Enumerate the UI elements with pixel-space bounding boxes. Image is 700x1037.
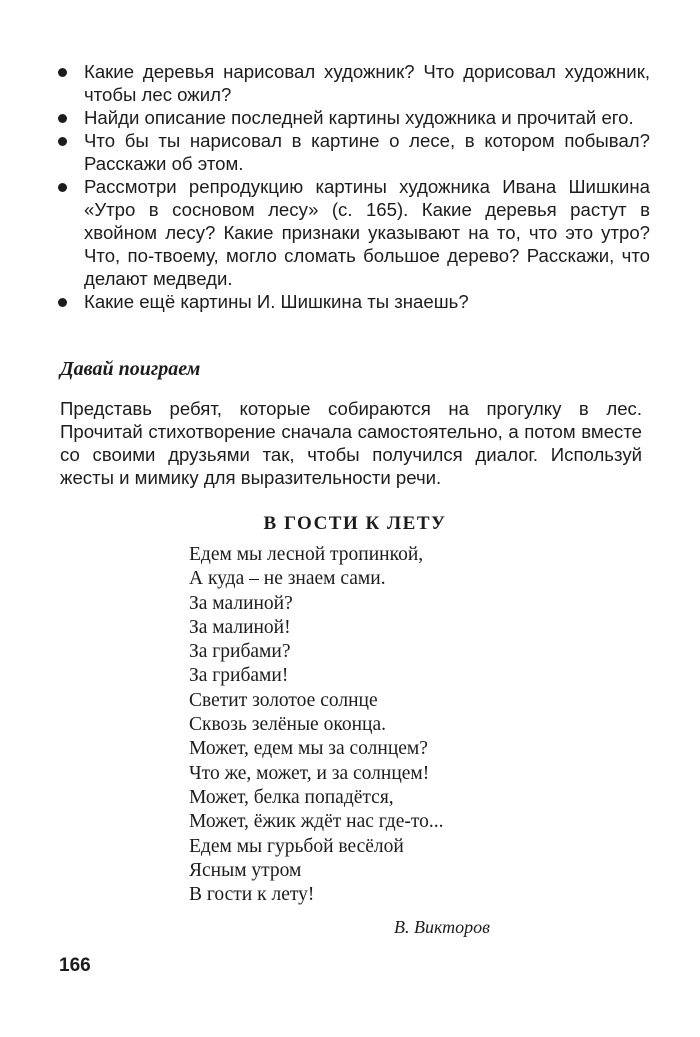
poem-line: В гости к лету! bbox=[189, 884, 315, 906]
bullet-icon bbox=[58, 114, 67, 123]
poem-line: Сквозь зелёные оконца. bbox=[189, 714, 386, 736]
poem-body bbox=[189, 543, 444, 907]
poem-line: Может, едем мы за солнцем? bbox=[189, 738, 428, 760]
page-number: 166 bbox=[59, 955, 91, 976]
bullet-icon bbox=[58, 68, 67, 77]
question-list bbox=[58, 60, 650, 313]
poem-line: Может, ёжик ждёт нас где-то... bbox=[189, 811, 444, 833]
bullet-icon bbox=[58, 137, 67, 146]
poem-line: За малиной! bbox=[189, 616, 291, 638]
question-text: Найди описание последней картины художника и прочитай его. bbox=[84, 107, 634, 128]
question-text: Что бы ты нарисовал в картине о лесе, в котором побывал? Расскажи об этом. bbox=[84, 130, 650, 174]
poem-line: Может, белка попадётся, bbox=[189, 786, 394, 808]
poem-line: За грибами! bbox=[189, 665, 289, 687]
list-item bbox=[58, 60, 650, 106]
list-item bbox=[58, 129, 650, 175]
poem-line: За грибами? bbox=[189, 641, 291, 663]
poem-line: Светит золотое солнце bbox=[189, 689, 378, 711]
section-heading: Давай поиграем bbox=[60, 358, 201, 380]
poem-line: Что же, может, и за солнцем! bbox=[189, 762, 430, 784]
question-text: Рассмотри репродукцию картины художника Ивана Шишкина «Утро в сосновом лесу» (с. 165). Какие деревья растут в хвойном лесу? Какие признаки указывают на то, что это утро? Что, по-твоему, могло сломать большое дерево? Расскажи, что делают медведи. bbox=[84, 176, 650, 289]
poem-line: За малиной? bbox=[189, 592, 293, 614]
poem-line: А куда – не знаем сами. bbox=[189, 568, 386, 590]
instructions-paragraph: Представь ребят, которые собираются на прогулку в лес. Прочитай стихотворение сначала самостоятельно, а потом вместе со своими друзьями так, чтобы получился диалог. Используй жесты и мимику для выразительности речи. bbox=[60, 398, 642, 488]
poem-line: Ясным утром bbox=[189, 859, 302, 881]
poem-title: В ГОСТИ К ЛЕТУ bbox=[263, 513, 447, 534]
bullet-icon bbox=[58, 183, 67, 192]
question-text: Какие ещё картины И. Шишкина ты знаешь? bbox=[84, 291, 469, 312]
poem-author: В. Викторов bbox=[394, 917, 490, 937]
poem-line: Едем мы гурьбой весёлой bbox=[189, 835, 404, 857]
question-text: Какие деревья нарисовал художник? Что дорисовал художник, чтобы лес ожил? bbox=[84, 61, 650, 105]
bullet-icon bbox=[58, 298, 67, 307]
list-item bbox=[58, 290, 650, 313]
poem-line: Едем мы лесной тропинкой, bbox=[189, 544, 424, 565]
list-item bbox=[58, 106, 650, 129]
list-item bbox=[58, 175, 650, 290]
